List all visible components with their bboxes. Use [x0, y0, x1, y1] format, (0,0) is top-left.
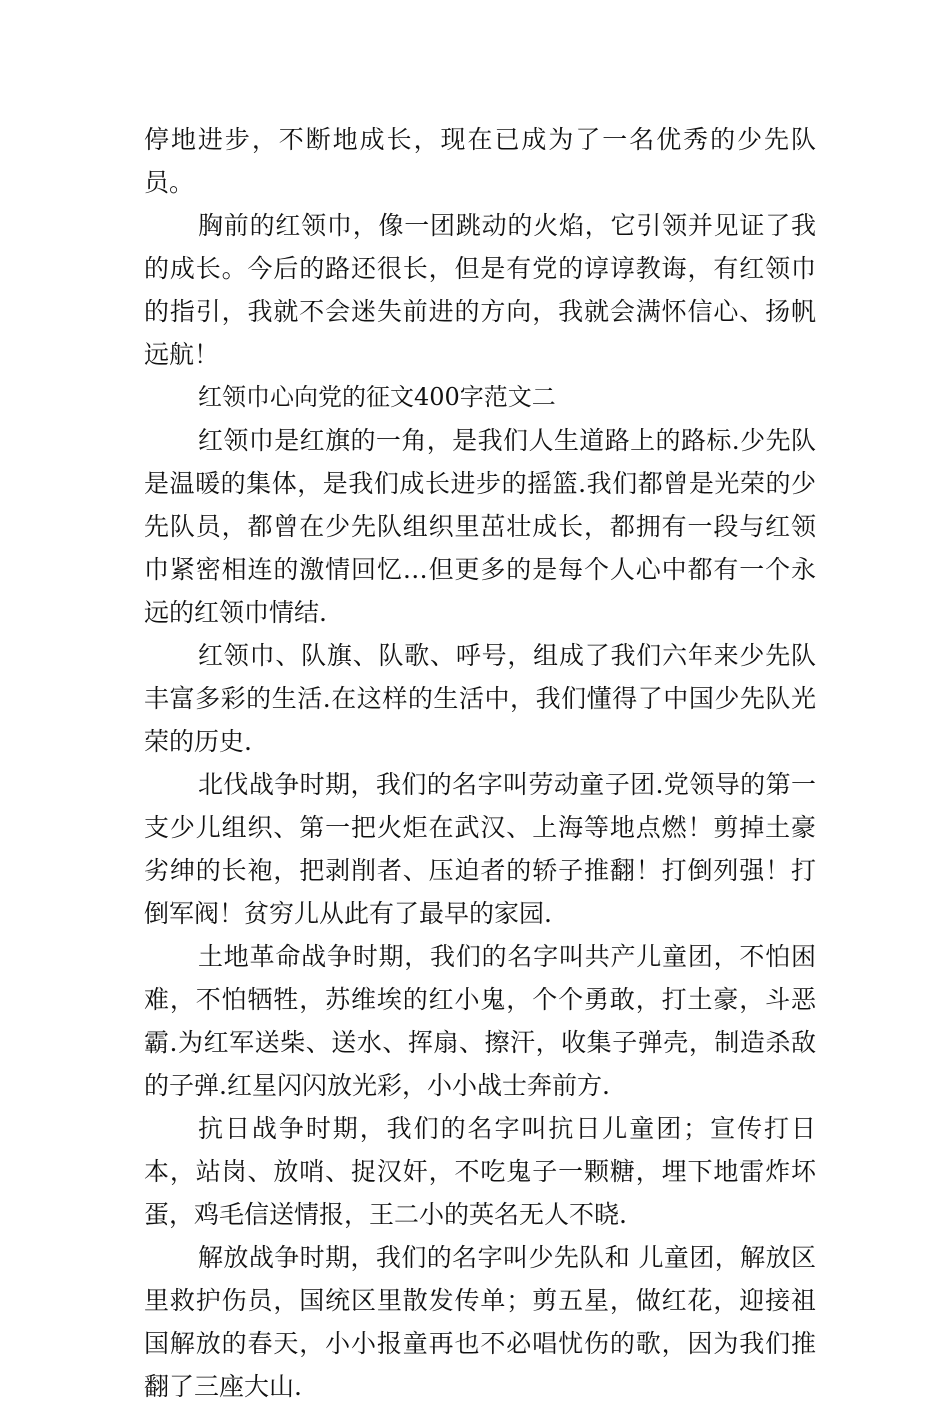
paragraph-continued: 停地进步，不断地成长，现在已成为了一名优秀的少先队员。	[144, 125, 816, 197]
paragraph-liberation-war: 解放战争时期，我们的名字叫少先队和 儿童团，解放区里救护伤员，国统区里散发传单；剪五星，做红花，迎接祖国解放的春天，小小报童再也不必唱忧伤的歌，因为我们推翻了三座大山.	[144, 1243, 816, 1401]
paragraph-northern-expedition: 北伐战争时期，我们的名字叫劳动童子团.党领导的第一支少儿组织、第一把火炬在武汉、上海等地点燃！剪掉土豪劣绅的长袍，把剥削者、压迫者的轿子推翻！打倒列强！打倒军阀！贫穷儿从此有了最早的家园.	[144, 770, 816, 928]
paragraph-red-scarf-flame: 胸前的红领巾，像一团跳动的火焰，它引领并见证了我的成长。今后的路还很长，但是有党的谆谆教诲，有红领巾的指引，我就不会迷失前进的方向，我就会满怀信心、扬帆远航！	[144, 211, 816, 369]
paragraph-red-scarf-flag-corner: 红领巾是红旗的一角，是我们人生道路上的路标.少先队是温暖的集体，是我们成长进步的摇篮.我们都曾是光荣的少先队员，都曾在少先队组织里茁壮成长，都拥有一段与红领巾紧密相连的激情回忆…但更多的是每个人心中都有一个永远的红领巾情结.	[144, 426, 816, 627]
essay-subtitle: 红领巾心向党的征文400字范文二	[198, 383, 556, 411]
document-body	[144, 118, 816, 1408]
paragraph-pioneer-life: 红领巾、队旗、队歌、呼号，组成了我们六年来少先队丰富多彩的生活.在这样的生活中，我们懂得了中国少先队光荣的历史.	[144, 641, 816, 756]
paragraph-anti-japanese-war: 抗日战争时期，我们的名字叫抗日儿童团；宣传打日本，站岗、放哨、捉汉奸，不吃鬼子一颗糖，埋下地雷炸坏蛋，鸡毛信送情报，王二小的英名无人不晓.	[144, 1114, 816, 1229]
paragraph-land-revolution: 土地革命战争时期，我们的名字叫共产儿童团，不怕困难，不怕牺牲，苏维埃的红小鬼，个个勇敢，打土豪，斗恶霸.为红军送柴、送水、挥扇、擦汗，收集子弹壳，制造杀敌的子弹.红星闪闪放光彩，小小战士奔前方.	[144, 942, 816, 1100]
